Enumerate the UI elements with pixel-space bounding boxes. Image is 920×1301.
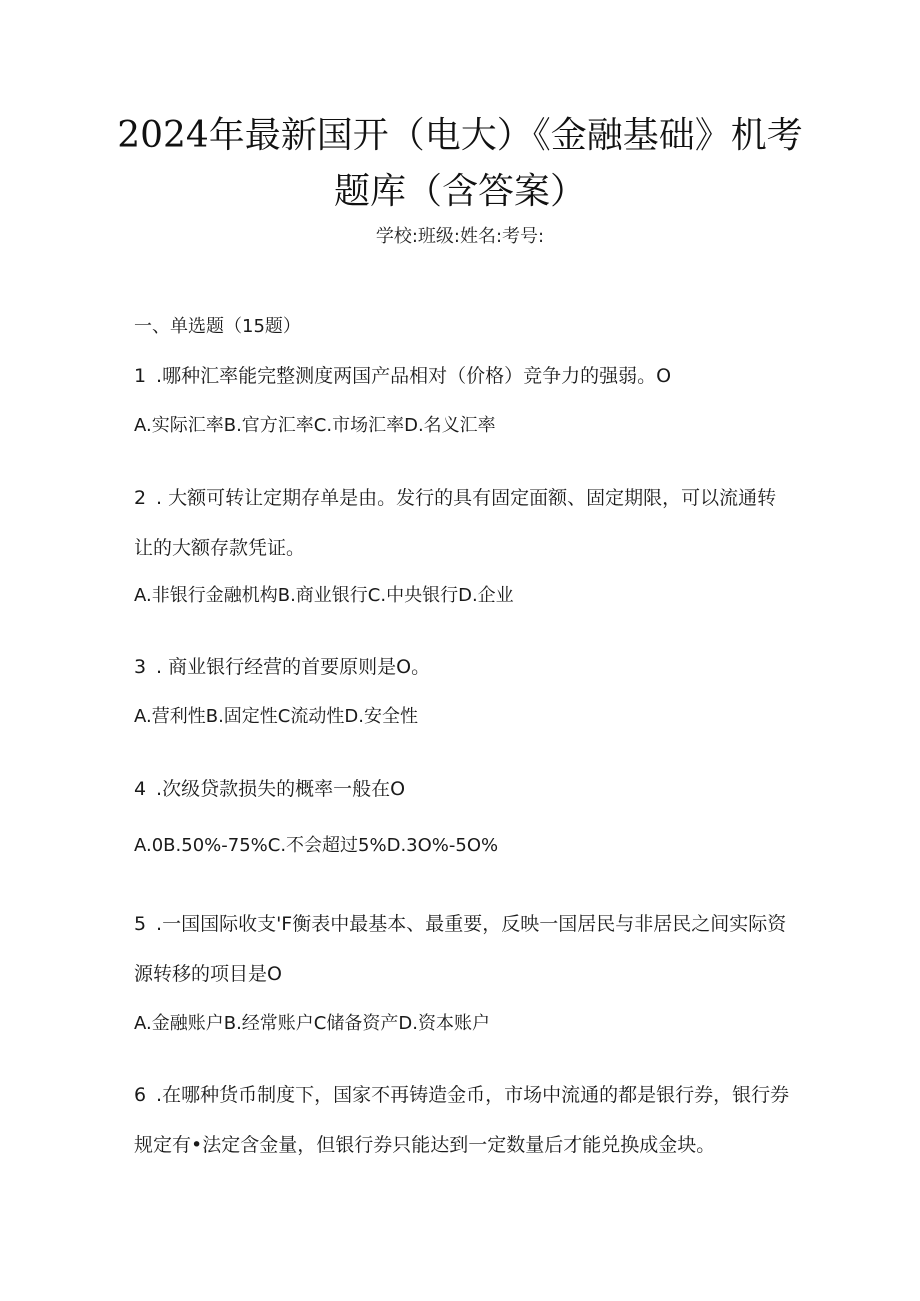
question-text: .哪种汇率能完整测度两国产品相对（价格）竞争力的强弱。O bbox=[150, 365, 672, 387]
question-6 bbox=[134, 1070, 794, 1170]
question-1-options: A.实际汇率B.官方汇率C.市场汇率D.名义汇率 bbox=[134, 415, 496, 436]
question-number: 4 bbox=[134, 778, 147, 800]
question-text: . 大额可转让定期存单是由。发行的具有固定面额、固定期限，可以流通转让的大额存款凭证。 bbox=[134, 487, 777, 559]
document-title bbox=[80, 108, 840, 220]
question-3 bbox=[134, 642, 794, 692]
question-1 bbox=[134, 351, 794, 401]
student-info-line: 学校:班级:姓名:考号: bbox=[375, 226, 545, 247]
title-line-1: 2024年最新国开（电大）《金融基础》机考 bbox=[117, 115, 803, 156]
question-4 bbox=[134, 764, 794, 814]
question-number: 1 bbox=[134, 365, 147, 387]
question-2 bbox=[134, 473, 794, 573]
question-number: 2 bbox=[134, 487, 147, 509]
section-heading: 一、单选题（15题） bbox=[134, 316, 301, 337]
question-number: 6 bbox=[134, 1084, 147, 1106]
question-2-options: A.非银行金融机构B.商业银行C.中央银行D.企业 bbox=[134, 585, 514, 606]
question-text: .一国国际收支'F衡表中最基本、最重要，反映一国居民与非居民之间实际资源转移的项目是O bbox=[134, 913, 787, 985]
question-text: . 商业银行经营的首要原则是O。 bbox=[150, 656, 431, 678]
question-3-options: A.营利性B.固定性C流动性D.安全性 bbox=[134, 706, 418, 727]
question-text: .在哪种货币制度下，国家不再铸造金币，市场中流通的都是银行券，银行券规定有•法定含金量，但银行券只能达到一定数量后才能兑换成金块。 bbox=[134, 1084, 790, 1156]
question-number: 5 bbox=[134, 913, 147, 935]
title-line-2: 题库（含答案） bbox=[333, 171, 586, 212]
question-text: .次级贷款损失的概率一般在O bbox=[150, 778, 406, 800]
question-5 bbox=[134, 899, 794, 999]
question-4-options: A.0B.50%-75%C.不会超过5%D.3O%-5O% bbox=[134, 835, 499, 856]
question-number: 3 bbox=[134, 656, 147, 678]
question-5-options: A.金融账户B.经常账户C储备资产D.资本账户 bbox=[134, 1013, 490, 1034]
